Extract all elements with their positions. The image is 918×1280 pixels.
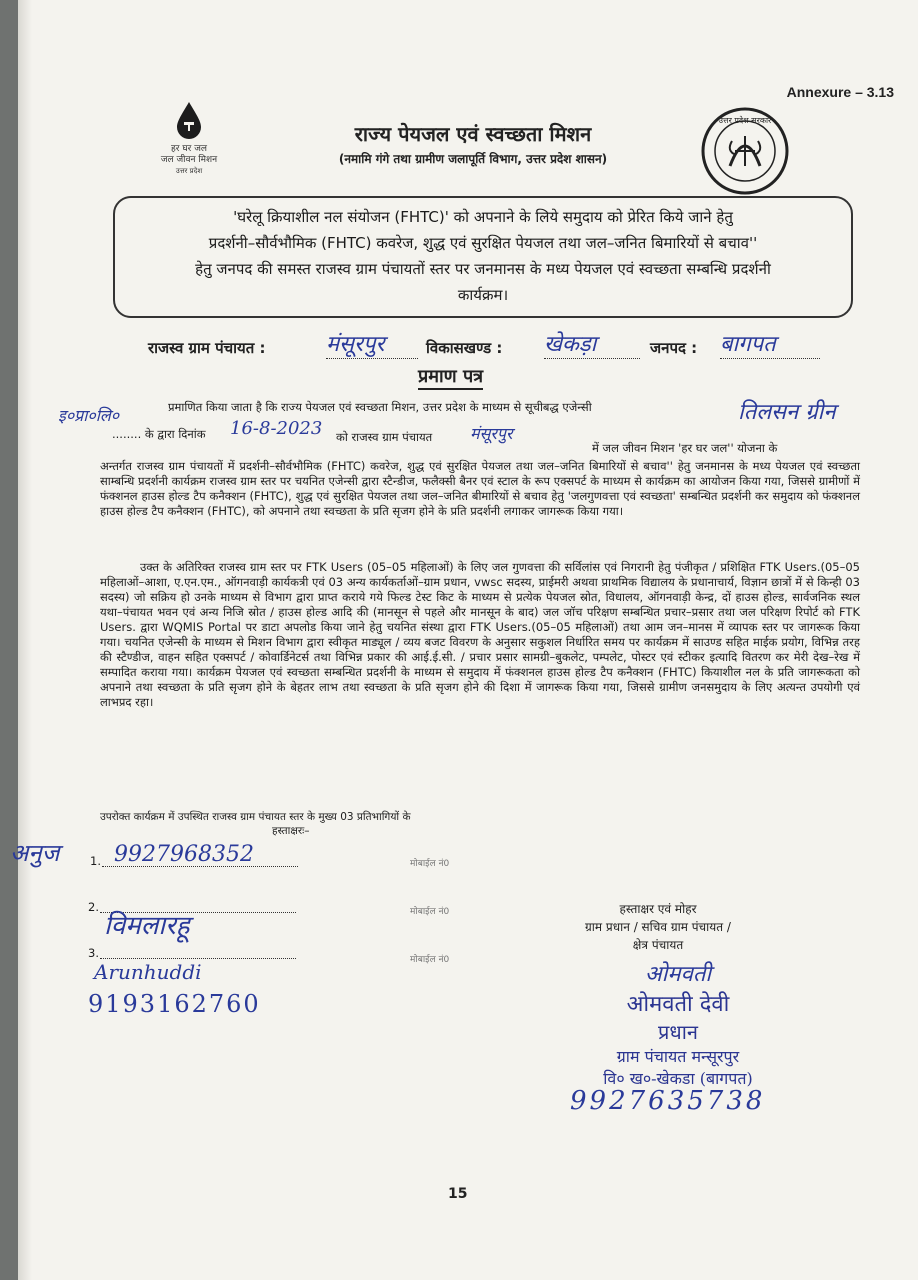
stamp-name: ओमवती देवी — [626, 992, 730, 1017]
pradhan-stamp — [558, 958, 798, 1089]
har-ghar-jal-logo — [144, 100, 234, 177]
seal-text: उत्तर प्रदेश सरकार — [718, 116, 772, 125]
participant-1-name: अनुज — [10, 839, 60, 867]
stamp-designation: प्रधान — [658, 1020, 698, 1044]
programme-line: हेतु जनपद की समस्त राजस्व ग्राम पंचायतों स्तर पर जनमानस के मध्य पेयजल एवं स्वच्छता सम्बन्धि प्रदर्शनी — [195, 260, 771, 278]
programme-description-box — [113, 196, 853, 318]
logo-line2: जल जीवन मिशन — [160, 155, 218, 165]
participant-3-name: Arunhuddi — [94, 960, 202, 984]
stamp-block: वि० ख०-खेकडा (बागपत) — [603, 1069, 753, 1088]
logo-line1: हर घर जल — [171, 144, 207, 154]
paragraph-2-text: उक्त के अतिरिक्त राजस्व ग्राम स्तर पर FTK Users (05–05 महिलाओं) के लिए जल गुणवत्ता की सर्विलांस एवं निगरानी हेतु पंजीकृत / प्रशिक्षित FTK Users.(05–05 महिलाओं–आशा, ए.एन.एम., ऑगनवाड़ी कार्यकत्री एवं 03 अन्य कार्यकर्ताओं–ग्राम प्रधान, vwsc सदस्य, प्राईमरी अथवा प्राथमिक विद्यालय के प्रधानाचार्य, विज्ञान छात्रों में से किन्ही 03 सदस्य) जो सक्रिय हो उनके माध्यम से विभाग द्वारा प्राप्त कराये गये फिल्ड टेस्ट किट के माध्यम से प्रत्येक पेयजल स्रोत, विधालय, ऑगनवाड़ी केन्द्र, दों हाउस होल्ड, सार्वजनिक स्थल यथा–पंचायत भवन एवं अन्य निजि स्रोत / हाउस होल्ड आदि की (मानसून से पहले और मानसून के बाद) जल जॉच परिक्षण सम्बन्धित प्रचार–प्रसार तथा जल परिक्षण रिपोर्ट को FTK Users. द्वारा WQMIS Portal पर डाटा अपलोड किया जाने हेतु चयनित संस्था द्वारा FTK Users.(05–05 महिलाओं) तथा आम जन–मानस में व्यापक स्तर पर जागरूक किया गया। चयनित एजेन्सी के माध्यम से मिशन विभाग द्वारा स्वीकृत माड्यूल / व्यय बजट विवरण के अनुसार सकुशल निर्धारित समय पर कार्यक्रम में साउण्ड सहित माईक प्रयोग, विभिन्न तरह की स्टैण्डीज, वाहन सहित एक्सपर्ट / कोवार्डिनेटर्स तथा विभिन्न प्रकार की आई.ई.सी. / प्रचार प्रसार सामग्री–बुकलेट, पम्पलेट, पोस्टर एवं स्टीकर इत्यादि वितरण कर मेरी देख–रेख में सम्पादित कराया गया। कार्यक्रम पेयजल एवं स्वच्छता सम्बन्धित प्रदर्शनी के माध्यम से समुदाय में फंक्शनल हाउस होल्ड टैप कनैक्शन (FHTC) कियाशील नल के प्रति जागरूकता को अपनाने तथा स्वच्छता के प्रति सृजग होने के बेहतर लाभ तथा स्वच्छता के प्रति सृजग होने की दिशा में जागरूक किया गया, जिससे ग्रामीण जनसमुदाय के लिए अत्यन्त उपयोगी एवं लाभप्रद रहा। — [100, 560, 860, 709]
logo-line3: उत्तर प्रदेश — [175, 167, 203, 175]
programme-line: कार्यक्रम। — [457, 286, 509, 304]
participant-number: 1. — [90, 854, 101, 868]
pradhan-phone: 9927635738 — [570, 1086, 766, 1116]
certificate-line2-a: ........ के द्वारा दिनांक — [112, 427, 206, 441]
signatures-label: हस्ताक्षरः– — [272, 825, 310, 837]
participant-number: 2. — [88, 900, 99, 914]
signatory-line2: ग्राम प्रधान / सचिव ग्राम पंचायत / — [585, 920, 731, 934]
panchayat-value: मंसूरपुर — [326, 328, 418, 359]
programme-line: 'घरेलू क्रियाशील नल संयोजन (FHTC)' को अपनाने के लिये समुदाय को प्रेरित किये जाने हेतु — [233, 208, 733, 226]
date-handwritten: 16-8-2023 — [230, 418, 323, 439]
participant-2-name: विमलारहू — [104, 911, 190, 941]
participant-3-phone: 9193162760 — [88, 990, 261, 1018]
page-title: राज्य पेयजल एवं स्वच्छता मिशन — [354, 122, 592, 146]
certificate-line2-b: को राजस्व ग्राम पंचायत — [336, 430, 433, 444]
stamp-panchayat: ग्राम पंचायत मन्सूरपुर — [616, 1047, 740, 1066]
certificate-paragraph-2 — [100, 560, 860, 710]
mobile-label: मोबाईल नं0 — [410, 859, 450, 869]
up-government-seal — [700, 106, 790, 196]
certificate-heading: प्रमाण पत्र — [418, 364, 483, 390]
signature-line — [100, 958, 296, 959]
page-number: 15 — [448, 1186, 468, 1202]
signatory-block — [538, 900, 778, 954]
mobile-label: मोबाईल नं0 — [410, 955, 450, 965]
participants-note: उपरोक्त कार्यक्रम में उपस्थित राजस्व ग्राम पंचायत स्तर के मुख्य 03 प्रतिभागियों के — [100, 811, 411, 823]
agency-name-handwritten: तिलसन ग्रीन — [738, 400, 836, 425]
water-drop-icon — [174, 100, 204, 140]
signatory-line1: हस्ताक्षर एवं मोहर — [619, 902, 697, 916]
panchayat-label: राजस्व ग्राम पंचायत : — [148, 339, 266, 357]
participant-1-phone: 9927968352 — [114, 842, 254, 867]
block-value: खेकड़ा — [544, 328, 640, 359]
certificate-paragraph-1 — [100, 459, 860, 519]
district-value: बागपत — [720, 328, 820, 359]
participant-number: 3. — [88, 946, 99, 960]
panchayat-handwritten: मंसूरपुर — [470, 424, 513, 443]
paragraph-1-text: अन्तर्गत राजस्व ग्राम पंचायतों में प्रदर्शनी–सौर्वभौमिक (FHTC) कवरेज, शुद्ध एवं सुरक्षित पेयजल तथा जल–जनित बिमारियों से बचाव'' हेतु जनमानस के मध्य पेयजल एवं स्वच्छता साम्बन्धि प्रदर्शनी कार्यक्रम राजस्व ग्राम स्तर पर चयनित एजेन्सी द्वारा स्टैन्डीज, फलैक्सी बैनर एवं स्टाल के रूप एक्सपर्ट के माध्यम से कार्यक्रम का आयोजन किया गया, जिससे ग्रामीणों में फंक्शनल हाउस होल्ड टैप कनैक्शन (FHTC), शुद्ध एवं सुरक्षित पेयजल तथा जल–जनित बीमारियों से बचाव हेतु 'जलगुणवत्ता एवं स्वच्छता' सम्बन्धित प्रदर्शनी कर समुदाय को फंक्शनल हाउस होल्ड टैप कनैक्शन (FHTC), को अपनाने तथा स्वच्छता के प्रति सृजग होने के प्रति प्रदर्शनी लगाकर जागरूक किया गया। — [100, 459, 860, 518]
mobile-label: मोबाईल नं0 — [410, 907, 450, 917]
page-subtitle: (नमामि गंगे तथा ग्रामीण जलापूर्ति विभाग, उत्तर प्रदेश शासन) — [338, 152, 608, 166]
annexure-label: Annexure – 3.13 — [786, 84, 894, 100]
district-label: जनपद : — [650, 339, 698, 357]
document-page — [10, 0, 918, 1280]
certificate-line1: प्रमाणित किया जाता है कि राज्य पेयजल एवं स्वच्छता मिशन, उत्तर प्रदेश के माध्यम से सूचीबद्ध एजेन्सी — [168, 400, 592, 414]
block-label: विकासखण्ड : — [426, 339, 503, 357]
signatory-line3: क्षेत्र पंचायत — [632, 938, 684, 952]
pradhan-signature: ओमवती — [644, 962, 712, 987]
certificate-line2-c: में जल जीवन मिशन 'हर घर जल'' योजना के — [592, 441, 778, 455]
agency-suffix-handwritten: इ०प्रा०लि० — [58, 406, 120, 425]
page-edge — [18, 0, 32, 1280]
programme-line: प्रदर्शनी–सौर्वभौमिक (FHTC) कवरेज, शुद्ध एवं सुरक्षित पेयजल तथा जल–जनित बिमारियों से बचाव'' — [208, 234, 758, 252]
